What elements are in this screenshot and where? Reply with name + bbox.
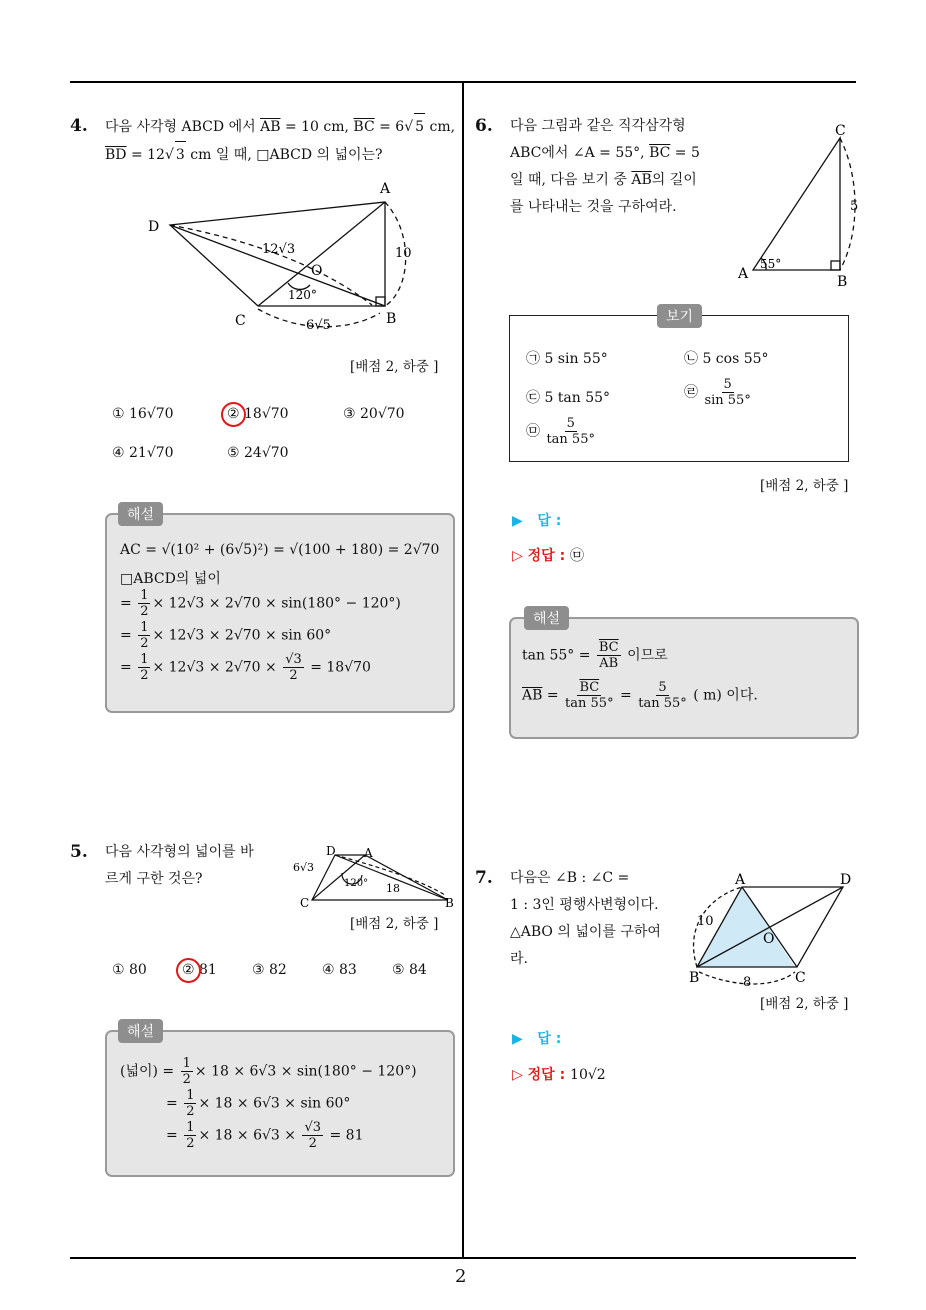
q5-angle: 120° xyxy=(344,878,369,889)
q4-label-O: O xyxy=(311,263,323,279)
q5-choice-1[interactable]: ① 80 xyxy=(112,962,147,978)
q6-label-C: C xyxy=(835,123,846,139)
q5-label-C: C xyxy=(300,896,310,910)
q6-bogi-2[interactable]: ㉡ 5 cos 55° xyxy=(684,351,769,367)
q4-label-A: A xyxy=(380,181,391,197)
question-5-text: 다음 사각형의 넓이를 바 르게 구한 것은? xyxy=(105,844,254,887)
q4-label-D: D xyxy=(148,219,160,235)
q6-bogi-5[interactable]: ㉤ $\frac{5}{\tan 55^\circ}$ xyxy=(526,416,595,447)
q4-choice-1[interactable]: ① 16√70 xyxy=(112,406,174,422)
q5-exp-line1: (넓이) = $\frac{1}{2}$ × 18 × 6√3 × sin(180° − 120°) xyxy=(120,1056,417,1087)
q5-choice-4[interactable]: ④ 83 xyxy=(322,962,357,978)
q5-exp-line3: = $\frac{1}{2}$ × 18 × 6√3 × $\frac{√3}{2}$ = 81 xyxy=(166,1120,364,1151)
question-4-text: 다음 사각형 ABCD 에서 $\overline{AB} = 10$ cm, $\overline{BC} = 6√$ 5 cm, $\overline{BD} = 12√$ 3 cm 일 때, □ABCD 의 넓이는? xyxy=(105,113,460,169)
q4-exp-line4: = $\frac{1}{2}$ × 12√3 × 2√70 × sin 60° xyxy=(120,620,332,651)
question-6-score: [배점 2, 하중 ] xyxy=(760,478,849,494)
q6-explanation-box xyxy=(509,617,859,739)
q5-exp-line2: = $\frac{1}{2}$ × 18 × 6√3 × sin 60° xyxy=(166,1088,351,1119)
question-6-number: 6. xyxy=(475,116,493,136)
q5-choice-2[interactable]: ② 81 xyxy=(182,962,217,978)
q5-choice-3[interactable]: ③ 82 xyxy=(252,962,287,978)
q5-label-A: A xyxy=(364,846,373,860)
question-6-figure xyxy=(730,118,860,293)
q7-correct-label: ▷ 정답 : 10√2 xyxy=(512,1067,606,1083)
q5-len-ab: 18 xyxy=(386,882,400,895)
question-5-score: [배점 2, 하중 ] xyxy=(350,916,439,932)
q6-explanation-tag: 해설 xyxy=(524,606,569,630)
q6-label-A: A xyxy=(738,266,749,282)
q4-len-ab: 10 xyxy=(395,246,412,261)
q6-side: 5 xyxy=(850,199,859,214)
q5-label-B: B xyxy=(445,896,454,910)
q6-exp-line1: tan 55° = $\frac{\overline{BC}}{AB}$ 이므로 xyxy=(522,640,668,671)
question-7-number: 7. xyxy=(475,868,493,888)
q5-explanation-tag: 해설 xyxy=(118,1019,163,1043)
column-divider xyxy=(462,81,464,1259)
question-4-number: 4. xyxy=(70,116,88,136)
q4-exp-line1: AC = √(10² + (6√5)²) = √(100 + 180) = 2√70 xyxy=(120,542,440,558)
q4-choice-4[interactable]: ④ 21√70 xyxy=(112,445,174,461)
q4-angle: 120° xyxy=(288,288,317,302)
q6-exp-line2: $\overline{AB}$ = $\frac{\overline{BC}}{\tan 55^\circ}$ = $\frac{5}{\tan 55^\circ}$ ( m) 이다. xyxy=(522,680,758,711)
q4-len-bc: 6√5 xyxy=(306,318,331,333)
q4-len-bd: 12√3 xyxy=(262,242,296,257)
question-4-figure xyxy=(140,175,440,335)
q7-label-C: C xyxy=(795,970,806,986)
question-4-score: [배점 2, 하중 ] xyxy=(350,359,439,375)
q6-label-B: B xyxy=(837,274,848,290)
q6-angle: 55° xyxy=(760,257,782,271)
q4-choice-5[interactable]: ⑤ 24√70 xyxy=(227,445,289,461)
q7-len-bc: 8 xyxy=(743,975,752,990)
question-5-number: 5. xyxy=(70,842,88,862)
bottom-rule xyxy=(70,1257,856,1259)
q5-choice-5[interactable]: ⑤ 84 xyxy=(392,962,427,978)
q4-exp-line2: □ABCD의 넓이 xyxy=(120,571,221,587)
q7-label-A: A xyxy=(735,872,746,888)
q4-explanation-tag: 해설 xyxy=(118,502,163,526)
q7-label-O: O xyxy=(763,931,775,947)
q6-answer-label: ▶ 답 : xyxy=(512,513,562,529)
q4-choice-3[interactable]: ③ 20√70 xyxy=(343,406,405,422)
q7-len-ab: 10 xyxy=(697,914,714,929)
q7-answer-label: ▶ 답 : xyxy=(512,1031,562,1047)
question-7-figure xyxy=(685,870,860,990)
q6-bogi-4[interactable]: ㉣ $\frac{5}{\sin 55^\circ}$ xyxy=(684,377,751,408)
page-number: 2 xyxy=(455,1266,467,1287)
question-7-text: 다음은 ∠B : ∠C = 1 : 3인 평행사변형이다. △ABO 의 넓이를 구하여 라. xyxy=(510,870,661,967)
q4-exp-line5: = $\frac{1}{2}$ × 12√3 × 2√70 × $\frac{√3}{2}$ = 18√70 xyxy=(120,652,371,683)
q5-len-cd: 6√3 xyxy=(293,861,315,874)
question-6-text: 다음 그림과 같은 직각삼각형 ABC에서 ∠A = 55°, $\overline{BC} = 5$ 일 때, 다음 보기 중 $\overline{AB}$의 길이 를 나타내는 것을 구하여라. xyxy=(510,118,700,215)
q4-selected-mark xyxy=(221,402,246,427)
question-7-score: [배점 2, 하중 ] xyxy=(760,996,849,1012)
q5-label-D: D xyxy=(326,845,336,858)
q4-label-C: C xyxy=(235,313,246,329)
q6-correct-label: ▷ 정답 : ㉤ xyxy=(512,548,585,564)
q4-label-B: B xyxy=(386,311,397,327)
q4-choice-2[interactable]: ② 18√70 xyxy=(227,406,289,422)
q5-selected-mark xyxy=(176,958,201,983)
q6-bogi-tag: 보기 xyxy=(657,304,702,328)
q6-bogi-1[interactable]: ㉠ 5 sin 55° xyxy=(526,351,608,367)
q6-bogi-3[interactable]: ㉢ 5 tan 55° xyxy=(526,390,611,406)
q7-label-B: B xyxy=(689,970,700,986)
q7-label-D: D xyxy=(840,872,852,888)
q4-exp-line3: = $\frac{1}{2}$ × 12√3 × 2√70 × sin(180° − 120°) xyxy=(120,588,401,619)
question-5-figure xyxy=(290,845,460,910)
